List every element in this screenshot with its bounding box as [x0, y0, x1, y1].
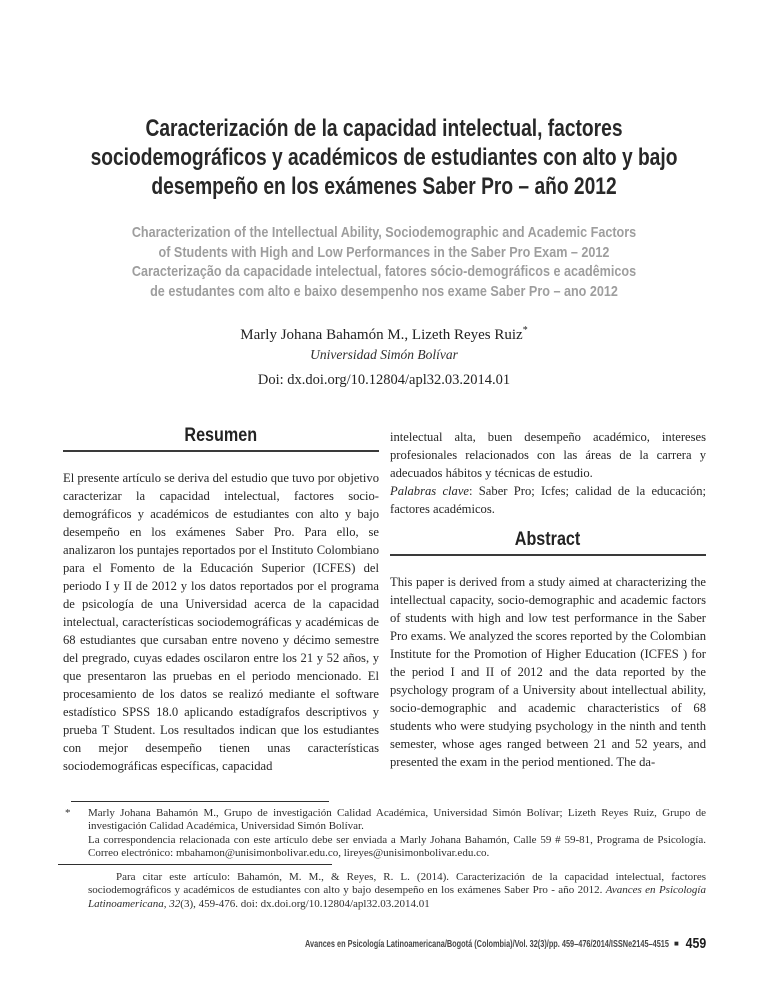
keywords-label: Palabras clave [390, 484, 470, 498]
keywords-text: : Saber Pro; Icfes; calidad de la educación; factores académicos. [390, 484, 706, 516]
abstract-body: This paper is derived from a study aimed at characterizing the intellectual capacity, socio-demographic and academic factors of students with high and low test performance in the Saber Pro exams. We analyzed the scores reported by the Colombian Institute for the Promotion of Higher Education (ICFES ) for the period I and II of 2012 and the data reported by the psychology program of a University about intellectual ability, socio-demographic and academic characteristics of 68 students who were studying psychology in the ninth and tenth semester, whose ages ranged between 21 and 52 years, and presented the exam in the period mentioned. The da- [390, 575, 706, 769]
page-footer [149, 936, 706, 952]
resumen-body: El presente artículo se deriva del estudio que tuvo por objetivo caracterizar la capacidad intelectual, factores socio-demográficos y académicos de estudiantes con alto y bajo desempeño en los exámenes Saber Pro. Para ello, se analizaron los puntajes reportados por el Instituto Colombiano para el Fomento de la Educación Superior (ICFES) del periodo I y II de 2012 y los datos reportados por el programa de psicología de una Universidad acerca de la capacidad intelectual, características sociodemográficas y académicas de 68 estudiantes que cursaban entre noveno y décimo semestre del pregrado, cuyas edades oscilaron entre los 21 y 52 años, y que presentaron las pruebas en el periodo mencionado. El procesamiento de los datos se realizó mediante el software estadístico SPSS 18.0 aplicando estadígrafos descriptivos y prueba T Student. Los resultados indican que los estudiantes con mejor desempeño tienen unas características sociodemográficas específicas, capacidad [63, 471, 379, 773]
citation-text: Para citar este artículo: Bahamón, M. M., & Reyes, R. L. (2014). Caracterización de la capacidad intelectual, factores sociodemográficos y académicos de estudiantes con alto y bajo desempeño en los exámenes Saber Pro - año 2012. [88, 871, 706, 897]
author-names: Marly Johana Bahamón M., Lizeth Reyes Ruiz [240, 327, 523, 343]
abstract-heading-rule [390, 530, 706, 556]
title-line-1: Caracterización de la capacidad intelectual, factores [145, 115, 623, 142]
abstract-heading: Abstract [515, 529, 581, 550]
doi-line: Doi: dx.doi.org/10.12804/apl32.03.2014.01 [257, 372, 511, 388]
footnote-block [63, 807, 706, 861]
affiliation: Universidad Simón Bolívar [310, 347, 458, 362]
resumen-section [63, 426, 379, 775]
resumen-heading-rule [63, 426, 379, 452]
footer-square-icon: ■ [673, 939, 679, 948]
article-title [0, 114, 768, 201]
footnote-correspondence: La correspondencia relacionada con este artículo debe ser enviada a Marly Johana Bahamón, Calle 59 # 59-81, Programa de Psicología. Correo electrónico: mbahamon@unisimonbolivar.edu.co, lireyes@unisimonbolivar.edu.co. [88, 833, 706, 860]
subtitle-pt-line-2: de estudantes com alto e baixo desempenho nos exame Saber Pro – ano 2012 [150, 282, 618, 300]
footnote-author-text: Marly Johana Bahamón M., Grupo de investigación Calidad Académica, Universidad Simón Bolívar; Lizeth Reyes Ruiz, Grupo de investigación Calidad Académica, Universidad Simón Bolívar. [88, 807, 706, 833]
keywords-line [390, 482, 706, 518]
translated-titles [0, 223, 768, 301]
subtitle-pt-line-1: Caracterização da capacidade intelectual, fatores sócio-demográficos e acadêmicos [131, 263, 637, 280]
footnote-divider [71, 801, 329, 802]
footnote-author-note [63, 807, 706, 834]
citation-note [88, 871, 706, 911]
title-line-3: desempeño en los exámenes Saber Pro – año 2012 [151, 173, 617, 200]
page-number: 459 [685, 936, 706, 952]
footer-journal-info: Avances en Psicología Latinoamericana/Bogotá (Colombia)/Vol. 32(3)/pp. 459–476/2014/ISSNe2145–4515 [304, 938, 669, 950]
title-line-2: sociodemográficos y académicos de estudiantes con alto y bajo [90, 144, 678, 171]
resumen-continuation: intelectual alta, buen desempeño académico, intereses profesionales relacionados con las áreas de la carrera y adecuados hábitos y técnicas de estudio. [390, 430, 706, 480]
subtitle-en-line-1: Characterization of the Intellectual Ability, Sociodemographic and Academic Factors [131, 224, 637, 241]
citation-journal-name: Avances en Psicología Latinoamericana [88, 884, 706, 910]
resumen-heading: Resumen [184, 425, 258, 446]
citation-volume: 32 [169, 897, 181, 910]
citation-divider [58, 864, 332, 865]
citation-separator: , [163, 897, 170, 910]
right-column [390, 426, 706, 771]
authors-line [0, 325, 768, 344]
footnote-mark: * [65, 807, 71, 819]
author-note-mark: * [522, 325, 528, 336]
subtitle-en-line-2: of Students with High and Low Performances in the Saber Pro Exam – 2012 [158, 243, 610, 261]
citation-pages-doi: (3), 459-476. doi: dx.doi.org/10.12804/apl32.03.2014.01 [180, 897, 430, 910]
